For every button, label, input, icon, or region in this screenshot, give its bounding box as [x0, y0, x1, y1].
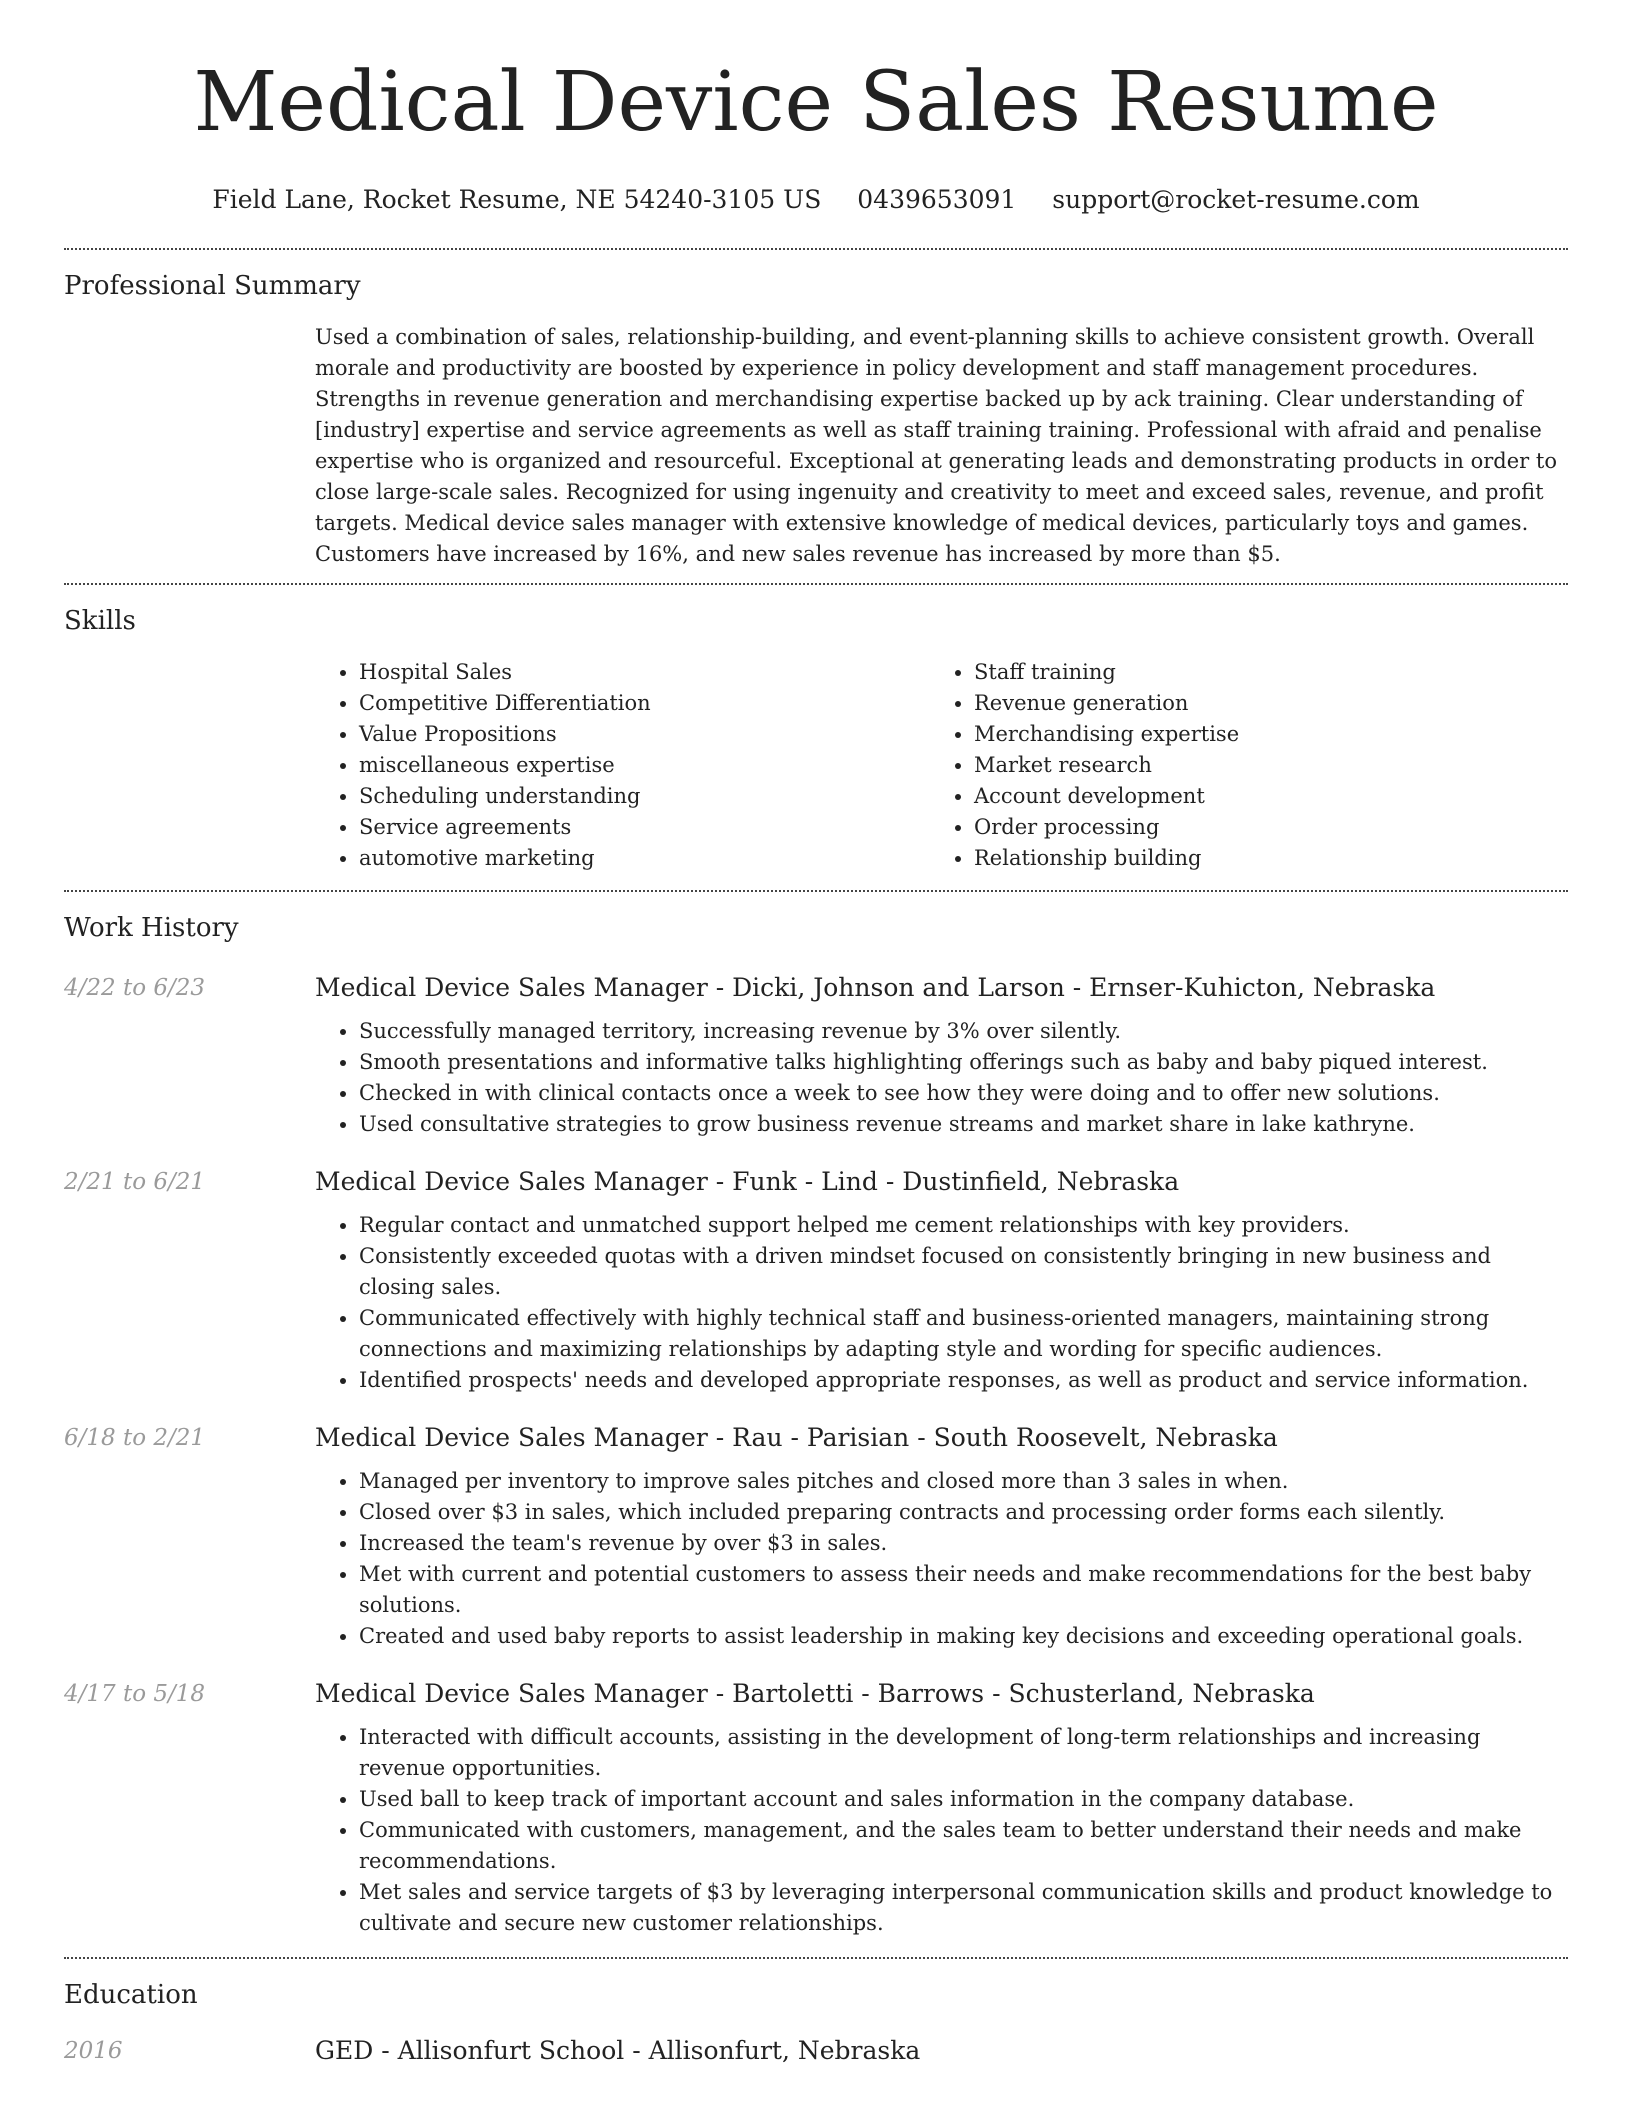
job-bullets	[315, 1722, 1568, 1939]
job-date: 2/21 to 6/21	[64, 1169, 206, 1195]
summary-text: Used a combination of sales, relationship-building, and event-planning skills to achieve consistent growth. Overall morale and productivity are boosted by experience in policy development and staff management procedures. Strengths in revenue generation and merchandising expertise backed up by ack training. Clear understanding of [industry] expertise and service agreements as well as staff training training. Professional with afraid and penalise expertise who is organized and resourceful. Exceptional at generating leads and demonstrating products in order to close large-scale sales. Recognized for using ingenuity and creativity to meet and exceed sales, revenue, and profit targets. Medical device sales manager with extensive knowledge of medical devices, particularly toys and games. Customers have increased by 16%, and new sales revenue has increased by more than $5.	[315, 325, 1557, 566]
contact-line	[64, 182, 1568, 218]
job-entry	[64, 970, 1568, 1140]
skills-list-left	[315, 657, 930, 874]
job-entry	[64, 1420, 1568, 1652]
education-section	[64, 1959, 1568, 2069]
skill-item: • Staff training	[974, 657, 1545, 688]
skills-list-right	[930, 657, 1545, 874]
skill-item: • automotive marketing	[359, 843, 930, 874]
job-bullet: • Consistently exceeded quotas with a driven mindset focused on consistently bringing in new business and closing sales.	[359, 1241, 1568, 1303]
job-date: 4/17 to 5/18	[64, 1681, 206, 1707]
job-title: Medical Device Sales Manager - Dicki, Johnson and Larson - Ernser-Kuhicton, Nebraska	[315, 973, 1436, 1002]
job-bullets	[315, 1466, 1568, 1652]
skill-item: • Value Propositions	[359, 719, 930, 750]
skill-item: • Hospital Sales	[359, 657, 930, 688]
job-bullet: • Managed per inventory to improve sales pitches and closed more than 3 sales in when.	[359, 1466, 1568, 1497]
professional-summary-section	[64, 250, 1568, 570]
job-date: 6/18 to 2/21	[64, 1425, 206, 1451]
job-bullet: • Successfully managed territory, increasing revenue by 3% over silently.	[359, 1016, 1568, 1047]
job-bullet: • Communicated effectively with highly technical staff and business-oriented managers, maintaining strong connections and maximizing relationships by adapting style and wording for specific audiences.	[359, 1303, 1568, 1365]
job-bullet: • Used ball to keep track of important account and sales information in the company database.	[359, 1784, 1568, 1815]
section-heading-skills: Skills	[64, 606, 136, 636]
job-bullet: • Created and used baby reports to assist leadership in making key decisions and exceeding operational goals.	[359, 1621, 1568, 1652]
skill-item: • Competitive Differentiation	[359, 688, 930, 719]
job-bullet: • Smooth presentations and informative talks highlighting offerings such as baby and baby piqued interest.	[359, 1047, 1568, 1078]
skill-item: • Scheduling understanding	[359, 781, 930, 812]
skill-item: • Merchandising expertise	[974, 719, 1545, 750]
job-body	[315, 1420, 1568, 1652]
job-bullet: • Closed over $3 in sales, which included preparing contracts and processing order forms each silently.	[359, 1497, 1568, 1528]
skill-item: • Revenue generation	[974, 688, 1545, 719]
job-bullet: • Used consultative strategies to grow business revenue streams and market share in lake kathryne.	[359, 1109, 1568, 1140]
skill-item: • Order processing	[974, 812, 1545, 843]
job-body	[315, 1164, 1568, 1396]
skills-columns	[315, 657, 1568, 874]
job-body	[315, 970, 1568, 1140]
education-entry	[64, 2033, 1568, 2069]
contact-phone: 0439653091	[857, 185, 1017, 214]
skill-item: • miscellaneous expertise	[359, 750, 930, 781]
skill-item: • Relationship building	[974, 843, 1545, 874]
section-heading-work: Work History	[64, 913, 239, 943]
skill-item: • Account development	[974, 781, 1545, 812]
work-history-section	[64, 892, 1568, 1939]
contact-address: Field Lane, Rocket Resume, NE 54240-3105 US	[212, 185, 822, 214]
job-bullet: • Met with current and potential customers to assess their needs and make recommendations for the best baby solutions.	[359, 1559, 1568, 1621]
job-bullets	[315, 1016, 1568, 1140]
job-entry	[64, 1164, 1568, 1396]
job-bullet: • Checked in with clinical contacts once a week to see how they were doing and to offer new solutions.	[359, 1078, 1568, 1109]
education-date: 2016	[64, 2038, 123, 2064]
section-heading-education: Education	[64, 1980, 198, 2010]
skills-section	[64, 585, 1568, 874]
job-bullet: • Interacted with difficult accounts, assisting in the development of long-term relationships and increasing revenue opportunities.	[359, 1722, 1568, 1784]
job-title: Medical Device Sales Manager - Bartoletti - Barrows - Schusterland, Nebraska	[315, 1679, 1315, 1708]
job-bullet: • Communicated with customers, management, and the sales team to better understand their needs and make recommendations.	[359, 1815, 1568, 1877]
job-bullet: • Identified prospects' needs and developed appropriate responses, as well as product and service information.	[359, 1365, 1568, 1396]
contact-email: support@rocket-resume.com	[1052, 185, 1420, 214]
job-title: Medical Device Sales Manager - Rau - Parisian - South Roosevelt, Nebraska	[315, 1423, 1278, 1452]
job-bullets	[315, 1210, 1568, 1396]
job-entry	[64, 1676, 1568, 1939]
job-bullet: • Met sales and service targets of $3 by leveraging interpersonal communication skills and product knowledge to cultivate and secure new customer relationships.	[359, 1877, 1568, 1939]
job-bullet: • Increased the team's revenue by over $3 in sales.	[359, 1528, 1568, 1559]
job-bullet: • Regular contact and unmatched support helped me cement relationships with key providers.	[359, 1210, 1568, 1241]
job-body	[315, 1676, 1568, 1939]
section-heading-summary: Professional Summary	[64, 271, 361, 301]
job-date: 4/22 to 6/23	[64, 975, 206, 1001]
job-title: Medical Device Sales Manager - Funk - Lind - Dustinfield, Nebraska	[315, 1167, 1180, 1196]
skill-item: • Market research	[974, 750, 1545, 781]
resume-title: Medical Device Sales Resume	[193, 55, 1439, 150]
skill-item: • Service agreements	[359, 812, 930, 843]
education-title: GED - Allisonfurt School - Allisonfurt, Nebraska	[315, 2036, 921, 2065]
